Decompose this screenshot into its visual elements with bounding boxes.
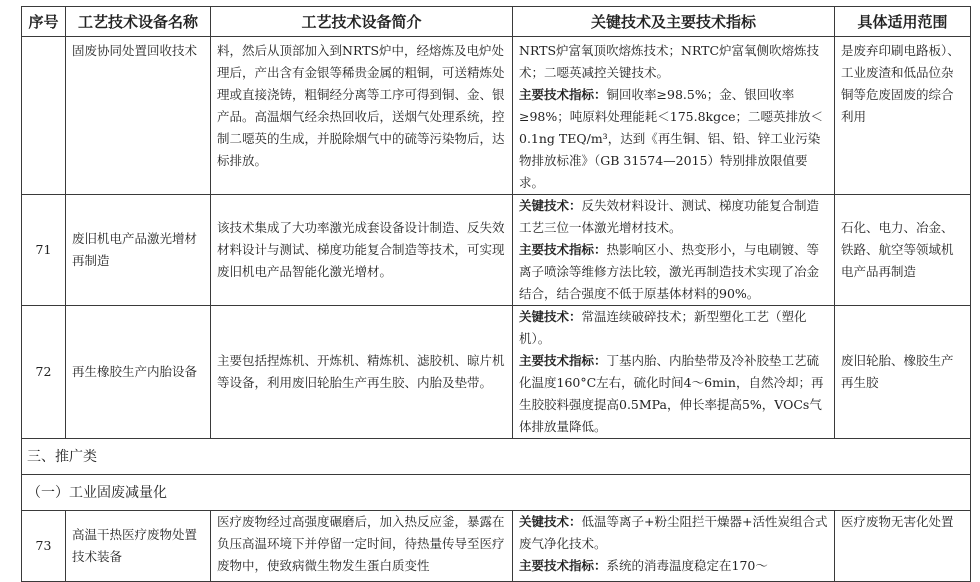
header-scope: 具体适用范围	[835, 7, 971, 37]
row-key-tech	[513, 195, 835, 306]
row-serial: 73	[22, 511, 66, 582]
subsection-heading: （一）工业固废减量化	[22, 475, 971, 511]
table-row	[22, 306, 971, 439]
row-name: 再生橡胶生产内胎设备	[66, 306, 211, 439]
row-serial	[22, 37, 66, 195]
key-tech-text: 常温连续破碎技术；新型塑化工艺（塑化机）。	[519, 309, 807, 346]
row-scope: 石化、电力、冶金、铁路、航空等领域机电产品再制造	[835, 195, 971, 306]
header-key-tech: 关键技术及主要技术指标	[513, 7, 835, 37]
key-tech-label: 关键技术：	[519, 514, 582, 529]
row-intro: 主要包括捏炼机、开炼机、精炼机、滤胶机、晾片机等设备，利用废旧轮胎生产再生胶、内胎及垫带。	[211, 306, 513, 439]
key-tech-text: 反失效材料设计、测试、梯度功能复合制造工艺三位一体激光增材技术。	[519, 198, 820, 235]
row-intro: 该技术集成了大功率激光成套设备设计制造、反失效材料设计与测试、梯度功能复合制造等技术，可实现废旧机电产品智能化激光增材。	[211, 195, 513, 306]
table-row	[22, 37, 971, 195]
row-serial: 71	[22, 195, 66, 306]
row-scope: 废旧轮胎、橡胶生产再生胶	[835, 306, 971, 439]
row-key-tech	[513, 306, 835, 439]
main-indicator-label: 主要技术指标：	[519, 353, 607, 368]
main-indicator-text: 铜回收率≥98.5%；金、银回收率≥98%；吨原料处理能耗＜175.8kgce；二噁英排放＜0.1ng TEQ/m³，达到《再生铜、铝、铅、锌工业污染物排放标准》（GB 31574—2015）特别排放限值要求。	[519, 87, 824, 190]
key-tech-label: 关键技术：	[519, 309, 582, 324]
table-row	[22, 195, 971, 306]
main-indicator-text: 丁基内胎、内胎垫带及冷补胶垫工艺硫化温度160°C左右，硫化时间4～6min，自然冷却；再生胶胶料强度提高0.5MPa，伸长率提高5%，VOCs气体排放量降低。	[519, 353, 824, 434]
row-name: 固废协同处置回收技术	[66, 37, 211, 195]
section-row	[22, 439, 971, 475]
table-row	[22, 511, 971, 582]
main-indicator-text: 系统的消毒温度稳定在170～	[606, 558, 768, 573]
row-name: 废旧机电产品激光增材再制造	[66, 195, 211, 306]
key-tech-text: 低温等离子+粉尘阻拦干燥器+活性炭组合式废气净化技术。	[519, 514, 828, 551]
key-tech-text: NRTS炉富氧顶吹熔炼技术；NRTC炉富氧侧吹熔炼技术；二噁英减控关键技术。	[519, 43, 820, 80]
row-key-tech	[513, 37, 835, 195]
header-intro: 工艺技术设备简介	[211, 7, 513, 37]
main-indicator-label: 主要技术指标：	[519, 558, 607, 573]
row-scope: 是废弃印刷电路板）、工业废渣和低品位杂铜等危废固废的综合利用	[835, 37, 971, 195]
header-name: 工艺技术设备名称	[66, 7, 211, 37]
main-indicator-text: 热影响区小、热变形小，与电刷镀、等离子喷涂等维修方法比较，激光再制造技术实现了冶金结合，结合强度不低于原基体材料的90%。	[519, 242, 820, 301]
row-scope: 医疗废物无害化处置	[835, 511, 971, 582]
row-intro-text: 医疗废物经过高强度碾磨后，加入热反应釜，暴露在负压高温环境下并停留一定时间，待热量传导至医疗废物中，使致病微生物发生蛋白质变性	[217, 514, 505, 573]
main-indicator-label: 主要技术指标：	[519, 242, 607, 257]
row-key-tech	[513, 511, 835, 582]
row-intro	[211, 511, 513, 582]
main-indicator-label: 主要技术指标：	[519, 87, 607, 102]
table-header-row	[22, 7, 971, 37]
subsection-row	[22, 475, 971, 511]
header-serial: 序号	[22, 7, 66, 37]
technology-table	[21, 6, 971, 582]
section-heading: 三、推广类	[22, 439, 971, 475]
row-intro: 料，然后从顶部加入到NRTS炉中，经熔炼及电炉处理后，产出含有金银等稀贵金属的粗铜，可送精炼处理或直接浇铸，粗铜经分离等工序可得到铜、金、银产品。高温烟气经余热回收后，送烟气处理系统，控制二噁英的生成，并脱除烟气中的硫等污染物后，达标排放。	[211, 37, 513, 195]
row-name: 高温干热医疗废物处置技术装备	[66, 511, 211, 582]
key-tech-label: 关键技术：	[519, 198, 582, 213]
row-serial: 72	[22, 306, 66, 439]
